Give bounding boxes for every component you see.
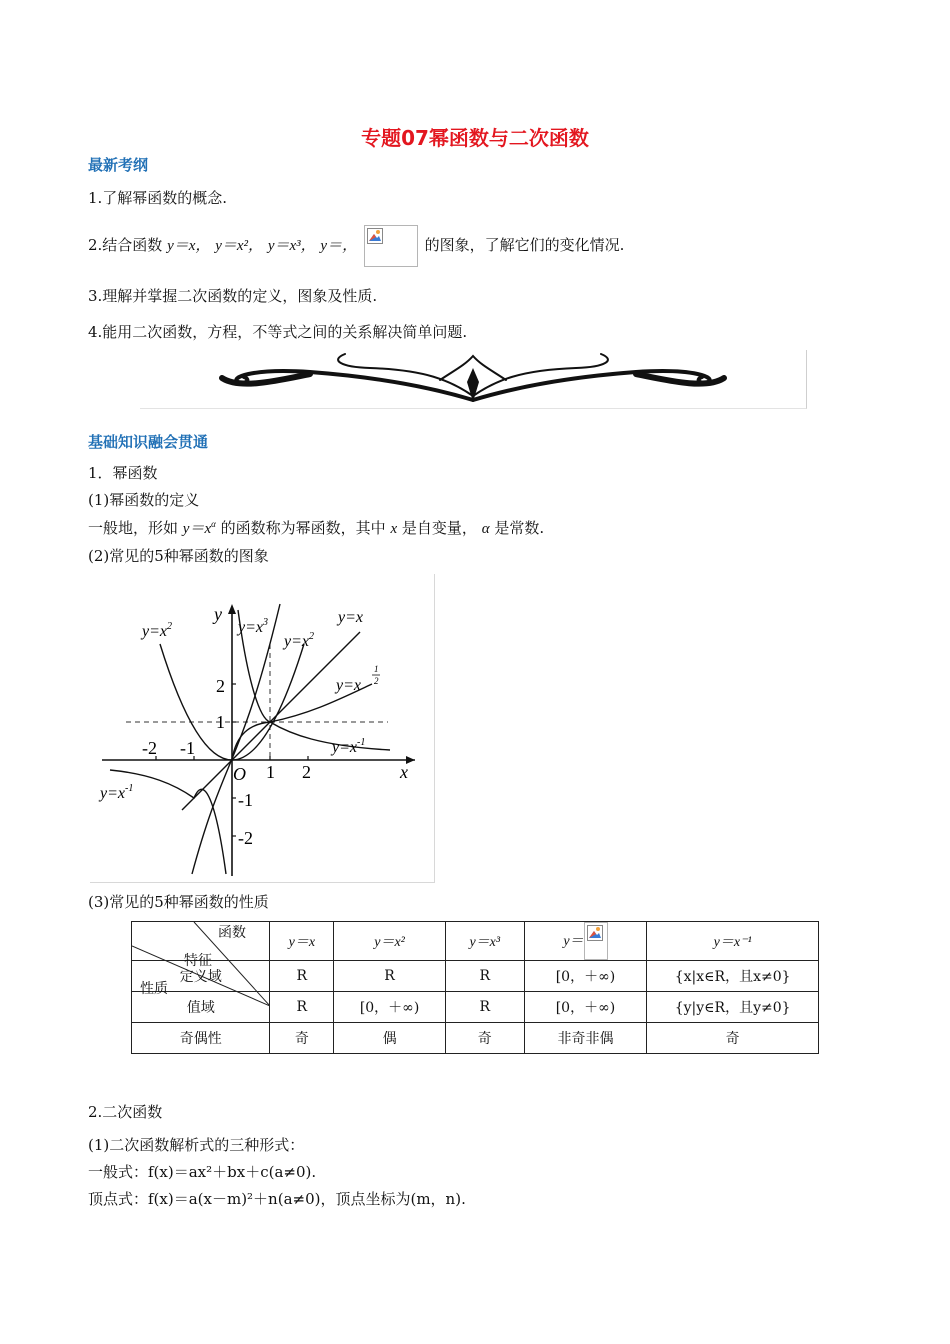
table-cell: 奇 (647, 1023, 819, 1054)
label-y-x: y=x (338, 609, 363, 626)
broken-image-placeholder-small (584, 922, 608, 960)
col-header-y-inv: y＝x⁻¹ (647, 922, 819, 961)
table-cell: R (270, 961, 334, 992)
general-form: 一般式：f(x)＝ax²＋bx＋c(a≠0). (88, 1163, 317, 1181)
table-header-row (132, 922, 819, 961)
power-function-heading: 1．幂函数 (88, 464, 158, 482)
label-y-sqrt-den: 2 (374, 676, 379, 686)
def-end: 是常数. (494, 519, 545, 537)
definition-heading: (1)幂函数的定义 (88, 491, 200, 509)
table-cell: 偶 (334, 1023, 446, 1054)
label-y-sqrt: y=x (336, 677, 361, 694)
image-icon (367, 228, 383, 244)
table-cell: [0，＋∞) (334, 992, 446, 1023)
label-y-inv-left: $y=x^{-1}$ (100, 783, 134, 802)
tick-labels (142, 676, 311, 848)
def-exponent: α (211, 519, 216, 529)
table-cell: [0，＋∞) (524, 992, 647, 1023)
quadratic-forms-heading: (1)二次函数解析式的三种形式： (88, 1136, 305, 1154)
corner-label-function: 函数 (218, 925, 246, 941)
table-cell: R (445, 961, 524, 992)
syllabus-item-3: 3.理解并掌握二次函数的定义，图象及性质. (88, 287, 378, 305)
table-cell: [0，＋∞) (524, 961, 647, 992)
tick-label-xm1: -1 (180, 738, 195, 758)
fn-y-x2: y＝x²， (215, 238, 264, 254)
image-icon (587, 925, 603, 941)
x-axis-label: x (400, 762, 408, 782)
tick-label-ym2: -2 (238, 828, 253, 848)
col-header-y-sqrt-text: y＝ (563, 934, 584, 949)
tick-label-y1: 1 (216, 712, 225, 732)
row-label-parity: 奇偶性 (132, 1023, 270, 1054)
corner-label-property: 性质 (140, 981, 168, 997)
col-header-y-sqrt (524, 922, 647, 961)
fn-y-sqrt: y＝， (320, 238, 358, 254)
row-label-range: 值域 (132, 992, 270, 1023)
table-cell: 非奇非偶 (524, 1023, 647, 1054)
y-axis-label: y (214, 604, 222, 624)
def-lead: 一般地，形如 (88, 519, 179, 537)
fn-y-x3: y＝x³， (267, 238, 316, 254)
def-alpha: α (481, 521, 490, 537)
col-header-y-x: y＝x (270, 922, 334, 961)
table-cell: {x|x∈R，且x≠0} (647, 961, 819, 992)
quadratic-heading: 2.二次函数 (88, 1103, 163, 1121)
graph-heading: (2)常见的5种幂函数的图象 (88, 547, 269, 565)
section-heading-syllabus: 最新考纲 (88, 156, 149, 174)
ornament-flourish-icon (140, 350, 806, 408)
table-cell: 奇 (445, 1023, 524, 1054)
page-title: 专题07幂函数与二次函数 (361, 126, 589, 150)
syllabus-item-2-lead: 2.结合函数 (88, 236, 163, 254)
tick-label-x2: 2 (302, 762, 311, 782)
origin-label: O (233, 764, 246, 784)
table-cell: R (270, 992, 334, 1023)
properties-heading: (3)常见的5种幂函数的性质 (88, 893, 269, 911)
curve-y-x3 (192, 604, 280, 874)
syllabus-item-4: 4.能用二次函数，方程，不等式之间的关系解决简单问题. (88, 323, 468, 341)
syllabus-item-2-tail: 的图象，了解它们的变化情况. (424, 236, 625, 254)
label-y-sqrt-num: 1 (374, 664, 379, 674)
col-header-y-x2: y＝x² (334, 922, 446, 961)
decorative-divider (140, 350, 807, 409)
table-row (132, 1023, 819, 1054)
definition-text (88, 518, 544, 539)
vertex-form: 顶点式：f(x)＝a(x－m)²＋n(a≠0)，顶点坐标为(m，n). (88, 1190, 466, 1208)
row-label-domain: 定义域 (132, 961, 270, 992)
table-cell: 奇 (270, 1023, 334, 1054)
tick-label-x1: 1 (266, 762, 275, 782)
power-function-graph (90, 574, 435, 883)
syllabus-item-1: 1.了解幂函数的概念. (88, 189, 228, 207)
section-heading-basics: 基础知识融会贯通 (88, 433, 209, 451)
corner-label-feature: 特征 (184, 953, 212, 969)
y-axis-arrow-icon (228, 604, 236, 614)
col-header-y-x3: y＝x³ (445, 922, 524, 961)
label-y-x3: $y=x^3$ (238, 617, 268, 636)
table-cell: {y|y∈R，且y≠0} (647, 992, 819, 1023)
fn-y-x: y＝x， (167, 238, 211, 254)
tick-label-y2: 2 (216, 676, 225, 696)
power-function-graph-svg (90, 574, 434, 882)
label-y-x2-left: $y=x^2$ (142, 621, 172, 640)
def-var: x (390, 521, 398, 537)
label-y-inv: $y=x^{-1}$ (332, 737, 366, 756)
broken-image-placeholder (364, 225, 418, 267)
curve-y-x (182, 632, 360, 810)
table-cell: R (445, 992, 524, 1023)
table-cell: R (334, 961, 446, 992)
def-mid: 的函数称为幂函数，其中 (220, 519, 386, 537)
syllabus-item-2 (88, 225, 624, 267)
label-y-x2: $y=x^2$ (284, 631, 314, 650)
tick-label-ym1: -1 (238, 790, 253, 810)
def-formula: y＝x (182, 521, 212, 537)
def-var-desc: 是自变量， (401, 519, 477, 537)
tick-label-xm2: -2 (142, 738, 157, 758)
properties-table (131, 921, 819, 1054)
